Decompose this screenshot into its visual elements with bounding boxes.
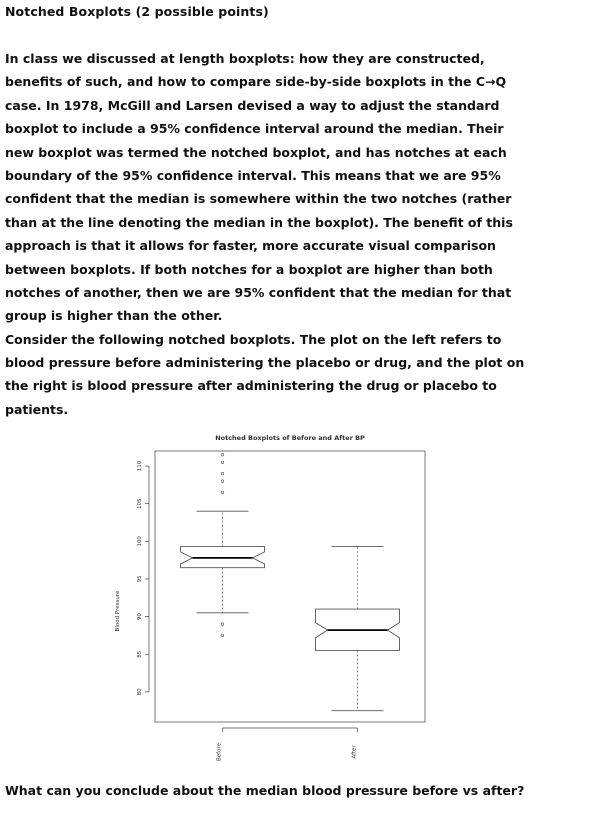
outlier-point — [221, 461, 224, 464]
paragraph-line: than at the line denoting the median in the boxplot). The benefit of this — [5, 214, 513, 230]
paragraph-line: confident that the median is somewhere within the two notches (rather — [5, 191, 512, 207]
outlier-point — [221, 623, 224, 626]
chart-title: Notched Boxplots of Before and After BP — [215, 434, 365, 442]
x-axis — [217, 728, 358, 761]
y-tick-label: 95 — [137, 575, 143, 583]
assignment-heading: Notched Boxplots (2 possible points) — [5, 4, 269, 19]
plot-frame — [155, 451, 425, 722]
paragraph-line: between boxplots. If both notches for a boxplot are higher than both — [5, 261, 493, 277]
y-axis-label: Blood Pressure — [115, 590, 121, 632]
y-tick-label: 100 — [137, 536, 143, 547]
outlier-point — [221, 480, 224, 483]
paragraph-line: case. In 1978, McGill and Larsen devised a way to adjust the standard — [5, 97, 500, 113]
outlier-point — [221, 472, 224, 475]
paragraph-line: approach is that it allows for faster, more accurate visual comparison — [5, 238, 496, 254]
paragraph-line: patients. — [5, 401, 69, 417]
boxplot-figure — [100, 424, 440, 769]
paragraph-line: boxplot to include a 95% confidence interval around the median. Their — [5, 121, 504, 137]
y-tick-label: 90 — [137, 613, 143, 621]
y-tick-label: 110 — [137, 460, 143, 472]
box-after — [316, 547, 400, 711]
boxplot-chart — [100, 424, 440, 769]
y-tick-label: 105 — [137, 498, 143, 509]
outlier-point — [221, 491, 224, 494]
paragraph-line: blood pressure before administering the placebo or drug, and the plot on — [5, 355, 525, 371]
outlier-point — [221, 453, 224, 456]
paragraph-line: new boxplot was termed the notched boxplot, and has notches at each — [5, 144, 507, 160]
box-before — [181, 453, 265, 636]
paragraph-line: the right is blood pressure after administering the drug or placebo to — [5, 378, 497, 394]
paragraph-line: Consider the following notched boxplots. The plot on the left refers to — [5, 331, 502, 347]
paragraph-line: notches of another, then we are 95% confident that the median for that — [5, 284, 512, 300]
y-axis — [137, 460, 149, 695]
paragraph-line: In class we discussed at length boxplots: how they are constructed, — [5, 51, 485, 66]
outlier-point — [221, 634, 224, 637]
question-text: What can you conclude about the median blood pressure before vs after? — [5, 783, 525, 798]
paragraph-line: group is higher than the other. — [5, 308, 223, 324]
x-tick-label: After — [351, 745, 358, 759]
paragraph-line: benefits of such, and how to compare side-by-side boxplots in the C→Q — [5, 74, 507, 90]
x-tick-label: Before — [216, 743, 223, 761]
paragraph-line: boundary of the 95% confidence interval. This means that we are 95% — [5, 167, 501, 183]
y-tick-label: 80 — [137, 688, 143, 696]
instructions-paragraph — [5, 47, 605, 421]
boxes-layer — [181, 453, 400, 710]
y-tick-label: 85 — [137, 650, 143, 658]
